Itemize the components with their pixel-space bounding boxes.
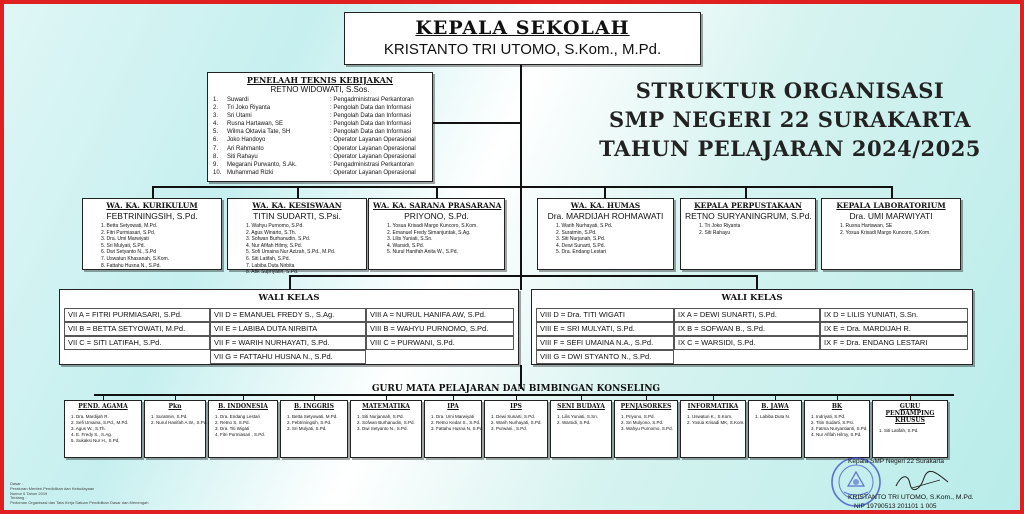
homeroom-cell: VIII G = DWI STYANTO N., S.Pd. xyxy=(536,350,674,364)
drop-subject xyxy=(646,394,647,400)
signature-nip: NIP 19790513 201101 1 005 xyxy=(854,503,937,510)
subject-teacher: 3. Dwi Setyanto N., S.Pd. xyxy=(357,426,408,431)
subject-teacher: 1. Lilis Yuniati, S.Sn. xyxy=(557,414,598,419)
subject-box xyxy=(804,400,870,458)
lab-head-title: KEPALA LABORATORIUM xyxy=(836,201,946,210)
subject-teacher: 1. Suratmin, S.Pd. xyxy=(151,414,188,419)
penelaah-staff-list xyxy=(213,96,427,177)
list-item: 8. Atik Supriyatin, S.Pd. xyxy=(246,269,299,276)
subject-box xyxy=(424,400,482,458)
waka-sarana-name: PRIYONO, S.Pd. xyxy=(404,211,469,221)
connector-penelaah xyxy=(433,122,521,124)
subject-teacher: 1. Dra. Endang Lestari xyxy=(215,414,261,419)
legal-basis-line: Pedoman Organisasi dan Tata Kerja Satuan Pendidikan Dasar dan Menengah xyxy=(10,500,149,506)
staff-name: Suwardi xyxy=(227,97,249,103)
list-item: 3. Lilis Yuniati, S.Sn. xyxy=(387,236,433,243)
subject-teacher: 3. Purwani., S.Pd. xyxy=(491,426,528,431)
drop-subject xyxy=(243,394,244,400)
waka-kurikulum-name: FEBTRININGSIH, S.Pd. xyxy=(106,211,198,221)
subject-teacher: 2. Yosua Krisadi MK, S.Kom. xyxy=(687,420,745,425)
subject-box xyxy=(350,400,422,458)
subject-teacher: 1. Siti Nurjannah, S.Pd. xyxy=(357,414,404,419)
staff-number: 3. xyxy=(213,113,219,120)
penelaah-title: PENELAAH TEKNIS KEBIJAKAN xyxy=(246,75,394,85)
library-head-box xyxy=(680,198,816,270)
drop-subject xyxy=(175,394,176,400)
list-item: 1. Yosua Krisadi Margo Kuncoro, S.Kom. xyxy=(387,223,478,229)
homeroom-cell: VII F = WARIH NURHAYATI, S.Pd. xyxy=(210,336,366,350)
homeroom-cell: VIII A = NURUL HANIFA AW, S.Pd. xyxy=(366,308,514,322)
staff-name: Tri Joko Riyanta xyxy=(227,105,271,112)
drop-laboratorium xyxy=(891,186,893,198)
subject-teacher: 3. Sri Mulyati, S.Pd. xyxy=(287,426,327,431)
subject-box xyxy=(144,400,206,458)
staff-role: : Pengadministrasi Perkantoran xyxy=(330,97,414,103)
drop-kurikulum xyxy=(152,186,154,198)
drop-perpustakaan xyxy=(745,186,747,198)
subject-title: SENI BUDAYA xyxy=(557,403,605,410)
subject-teacher: 1. Dra. Umi Marwiyati xyxy=(431,414,475,419)
subject-box xyxy=(680,400,746,458)
drop-wali-left xyxy=(289,275,291,289)
list-item: 5. Sri Mulyati, S.Pd. xyxy=(101,242,145,249)
staff-number: 6. xyxy=(213,137,219,144)
homeroom-cell: IX F = Dra. ENDANG LESTARI xyxy=(820,336,968,350)
list-item: 5. Sofi Umaina Nur Azizah, S.Pd., M.Pd. xyxy=(246,249,336,256)
library-head-name: RETNO SURYANINGRUM, S.Pd. xyxy=(685,211,812,221)
drop-subject xyxy=(775,394,776,400)
homeroom-title-left: WALI KELAS xyxy=(258,293,320,303)
list-item: 3. Dra. Umi Marwiyati xyxy=(101,236,149,243)
subject-title: PEND. AGAMA xyxy=(78,403,128,410)
subject-teacher: 2. Warih Nurhayati, S.Pd. xyxy=(491,420,542,425)
subject-box xyxy=(748,400,802,458)
signature-scribble-icon xyxy=(892,470,952,492)
subject-teacher-list xyxy=(554,414,608,426)
staff-role: : Operator Layanan Operasional xyxy=(330,137,416,144)
lab-head-name: Dra. UMI MARWIYATI xyxy=(849,211,933,221)
drop-subject xyxy=(386,394,387,400)
list-item: 1. Tri Joko Riyanta xyxy=(699,223,741,229)
subject-teacher-list xyxy=(68,414,138,444)
drop-subject xyxy=(713,394,714,400)
staff-name: Ari Rahmanto xyxy=(227,145,264,152)
staff-name: Sri Utami xyxy=(227,113,252,120)
list-item: 4. Nur Afifah Hilmy, S.Pd. xyxy=(246,242,303,249)
list-item: 5. Nurul Hanifah Anita W., S.Pd. xyxy=(387,249,458,256)
penelaah-staff-row xyxy=(213,120,427,128)
subject-teacher-list xyxy=(618,414,674,432)
subject-title: IPA xyxy=(447,403,459,410)
subject-teacher-list xyxy=(488,414,544,432)
subject-teacher: 1. Priyono, S.Pd. xyxy=(621,414,655,419)
subject-teacher: 2. Titin Sudarti, S.Psi. xyxy=(811,420,855,425)
staff-role: : Operator Layanan Operasional xyxy=(330,153,416,160)
drop-humas xyxy=(604,186,606,198)
signature-role: Kepala SMP Negeri 22 Surakarta xyxy=(848,458,944,465)
subject-teacher: 2. Warsidi, S.Pd. xyxy=(557,420,591,425)
legal-basis-line: Dasar : xyxy=(10,481,23,486)
staff-role: : Operator Layanan Operasional xyxy=(330,169,416,176)
list-item: 2. Siti Rahayu xyxy=(699,229,731,236)
waka-kesiswaan-name: TITIN SUDARTI, S.Psi. xyxy=(253,211,341,221)
waka-kurikulum-title: WA. KA. KURIKULUM xyxy=(106,201,198,210)
subject-teacher: 3. Dra. Titi Wigati xyxy=(215,426,250,431)
list-item: 5. Dra. Endang Lestari xyxy=(556,249,607,256)
poster-title xyxy=(570,76,1010,163)
subject-teacher: 2. Retno Kedar S., S.Pd. xyxy=(431,420,481,425)
drop-wali-right xyxy=(756,275,758,289)
subject-title: Pkn xyxy=(168,403,182,410)
subject-teacher: 2. Sri Mulyono, S.Pd. xyxy=(621,420,664,425)
list-item: 8. Fattahu Husna N., S.Pd. xyxy=(101,262,161,269)
list-item: 7. Uswatun Khasanah, S.Kom. xyxy=(101,255,170,262)
penelaah-name: RETNO WIDOWATI, S.Sos. xyxy=(270,85,370,94)
legal-basis-line: Nomor 6 Tahun 2019 xyxy=(10,490,48,496)
subject-teacher: 4. E. Fredy S., S.Ag. xyxy=(71,432,113,437)
lab-head-list xyxy=(826,223,956,236)
poster-title-line3: TAHUN PELAJARAN 2024/2025 xyxy=(599,136,981,161)
poster-title-line2: SMP NEGERI 22 SURAKARTA xyxy=(608,107,972,132)
staff-name: Megarani Purwanto, S.Ak. xyxy=(227,161,297,168)
subject-teacher: 1. Uswatun K., S.Kom. xyxy=(687,414,733,419)
subject-title: B. INGGRIS xyxy=(294,403,334,410)
list-item: 2. Suratmin, S.Pd. xyxy=(556,229,597,236)
penelaah-box xyxy=(207,72,433,182)
subject-teacher: 1. Dewi Sunarti, S.Pd. xyxy=(491,414,536,419)
list-item: 2. Yosua Krisadi Margo Kuncoro, S.Kom. xyxy=(840,229,931,236)
subject-title: B. INDONESIA xyxy=(218,403,268,410)
legal-basis-line: Tentang : xyxy=(10,495,27,501)
penelaah-staff-row xyxy=(213,169,427,177)
subject-teacher-list xyxy=(354,414,418,432)
staff-number: 2. xyxy=(213,105,219,112)
subject-teacher: 2. Sofwan Burhanudin, S.Pd. xyxy=(357,420,415,425)
penelaah-staff-row xyxy=(213,161,427,169)
list-item: 6. Siti Latifah, S.Pd. xyxy=(246,255,290,262)
drop-subject xyxy=(516,394,517,400)
homeroom-title-right: WALI KELAS xyxy=(721,293,783,303)
homeroom-cell: VIII E = SRI MULYATI, S.Pd. xyxy=(536,322,674,336)
penelaah-staff-row xyxy=(213,96,427,104)
subject-teacher-list xyxy=(212,414,274,438)
drop-subject xyxy=(314,394,315,400)
connector-left-wakas xyxy=(152,186,521,188)
penelaah-staff-row xyxy=(213,128,427,136)
subject-teacher: 2. Sefi Umaina, S.Pd., M.Pd. xyxy=(71,420,129,425)
subject-title: PENJASORKES xyxy=(620,403,672,410)
subject-box xyxy=(64,400,142,458)
homeroom-cell: IX A = DEWI SUNARTI, S.Pd. xyxy=(674,308,820,322)
list-item: 4. Warsidi, S.Pd. xyxy=(387,242,425,249)
homeroom-cell: VII D = EMANUEL FREDY S., S.Ag. xyxy=(210,308,366,322)
staff-name: Siti Rahayu xyxy=(227,153,258,160)
drop-subject xyxy=(453,394,454,400)
waka-kesiswaan-list xyxy=(232,223,362,276)
list-item: 2. Fitri Purmiasari, S.Pd. xyxy=(101,229,156,236)
homeroom-cell: VII G = FATTAHU HUSNA N., S.Pd. xyxy=(210,350,366,364)
list-item: 3. Siti Nurjanah, S.Pd. xyxy=(556,236,606,243)
list-item: 1. Rusna Hartawan, SE xyxy=(840,223,893,229)
drop-subject xyxy=(103,394,104,400)
subject-teacher-list xyxy=(808,414,866,438)
waka-humas-title: WA. KA. HUMAS xyxy=(570,201,641,210)
staff-role: : Operator Layanan Operasional xyxy=(330,145,416,152)
subject-teacher-list xyxy=(684,414,745,426)
list-item: 4. Dewi Sunarti, S.Pd. xyxy=(556,242,605,249)
subject-teacher: 3. Agus W., S.Th. xyxy=(71,426,106,431)
subject-title: IPS xyxy=(510,403,522,410)
library-head-list xyxy=(685,223,811,236)
homeroom-cell: VII C = SITI LATIFAH, S.Pd. xyxy=(64,336,210,350)
subject-teacher: 4. Fitri Purmiasari , S.Pd. xyxy=(215,432,266,437)
drop-subject xyxy=(837,394,838,400)
list-item: 3. Sofwan Burhanudin, S.Pd. xyxy=(246,236,311,243)
penelaah-staff-row xyxy=(213,136,427,144)
principal-box xyxy=(344,12,701,65)
staff-role: : Pengolah Data dan Informasi xyxy=(330,129,412,136)
waka-sarana-box xyxy=(368,198,505,270)
subject-box xyxy=(208,400,278,458)
homeroom-cell: IX D = LILIS YUNIATI, S.Sn. xyxy=(820,308,968,322)
homeroom-cell: VIII C = PURWANI, S.Pd. xyxy=(366,336,514,350)
connector-guru xyxy=(94,394,954,396)
subject-title: BK xyxy=(831,403,843,410)
staff-number: 7. xyxy=(213,145,219,152)
principal-name: KRISTANTO TRI UTOMO, S.Kom., M.Pd. xyxy=(383,41,662,58)
staff-name: Joko Handoyo xyxy=(227,137,266,144)
homeroom-cell: IX C = WARSIDI, S.Pd. xyxy=(674,336,820,350)
penelaah-staff-row xyxy=(213,104,427,112)
subject-teacher-list xyxy=(428,414,484,432)
list-item: 1. Wahyu Purnomo, S.Pd. xyxy=(246,223,304,229)
legal-basis-line: Peraturan Menteri Pendidikan dan Kebudayaan xyxy=(10,485,95,491)
list-item: 7. Labiba Duta Nirbita xyxy=(246,262,295,269)
subject-box xyxy=(484,400,548,458)
poster-title-line1: STRUKTUR ORGANISASI xyxy=(635,78,945,103)
waka-humas-list xyxy=(542,223,669,256)
list-item: 1. Warih Nurhayati, S.Pd. xyxy=(556,223,613,229)
homeroom-cell: VIII B = WAHYU PURNOMO, S.Pd. xyxy=(366,322,514,336)
subject-teacher: 1. Labiba Duta N. xyxy=(755,414,791,419)
homeroom-box-left xyxy=(59,289,519,365)
waka-sarana-list xyxy=(373,223,500,256)
waka-humas-name: Dra. MARDIJAH ROHMAWATI xyxy=(547,211,664,221)
subject-teacher-list xyxy=(876,428,944,434)
library-head-title: KEPALA PERPUSTAKAAN xyxy=(694,201,802,210)
homeroom-cell: VIII D = Dra. TITI WIGATI xyxy=(536,308,674,322)
subject-teacher: 2. Retno S, S.Pd. xyxy=(215,420,250,425)
staff-number: 5. xyxy=(213,129,219,136)
subject-teacher: 2. Nurul Hanifah A.W., S.Pd. xyxy=(151,420,208,425)
lab-head-box xyxy=(821,198,961,270)
staff-role: : Pengolah Data dan Informasi xyxy=(330,113,412,120)
connector-head-vertical xyxy=(520,65,522,290)
list-item: 1. Betta Setyowati, M.Pd. xyxy=(101,223,158,229)
staff-role: : Pengadministrasi Perkantoran xyxy=(330,161,414,168)
subject-box xyxy=(614,400,678,458)
subject-teacher: 1. Indriyati, S.Pd. xyxy=(811,414,846,419)
subject-box xyxy=(550,400,612,458)
subject-box xyxy=(872,400,948,458)
staff-name: Muhammad Rizki xyxy=(227,169,274,176)
homeroom-cell: VII E = LABIBA DUTA NIRBITA xyxy=(210,322,366,336)
staff-number: 8. xyxy=(213,153,219,160)
drop-subject xyxy=(910,394,911,400)
subject-teacher: 3. Fatma Nuryantianti, S.Pd. xyxy=(811,426,868,431)
connector-right-wakas xyxy=(520,186,892,188)
subject-teacher: 1. Dra. Mardijah R. xyxy=(71,414,109,419)
waka-kurikulum-box xyxy=(82,198,222,270)
subject-box xyxy=(280,400,348,458)
staff-number: 10. xyxy=(213,169,222,176)
drop-sarana xyxy=(436,186,438,198)
penelaah-staff-row xyxy=(213,112,427,120)
subject-teacher: 4. Nur Afifah Hilmy, S.Pd. xyxy=(811,432,862,437)
subject-title: MATEMATIKA xyxy=(362,403,410,410)
waka-humas-box xyxy=(537,198,674,270)
staff-name: Rusna Hartawan, SE xyxy=(227,121,284,128)
homeroom-cell: IX B = SOFWAN B., S.Pd. xyxy=(674,322,820,336)
subject-title: B. JAWA xyxy=(761,403,789,410)
staff-number: 9. xyxy=(213,161,219,168)
penelaah-staff-row xyxy=(213,145,427,153)
subject-teacher-list xyxy=(284,414,344,432)
subject-teacher: 2. Febtriningsih, S.Pd. xyxy=(287,420,332,425)
waka-kesiswaan-box xyxy=(227,198,367,276)
signature-name: KRISTANTO TRI UTOMO, S.Kom., M.Pd. xyxy=(848,494,974,501)
list-item: 6. Dwi Setyanto N., S.Pd xyxy=(101,249,157,256)
staff-role: : Pengolah Data dan Informasi xyxy=(330,105,412,112)
staff-name: Wilma Oktavia Tate, SH xyxy=(227,129,291,136)
subject-teacher: 3. Wahyu Purnomo, S.Pd. xyxy=(621,426,673,431)
waka-kurikulum-list xyxy=(87,223,217,269)
homeroom-cell: VIII F = SEFI UMAINA N.A., S.Pd. xyxy=(536,336,674,350)
staff-number: 4. xyxy=(213,121,219,128)
subject-teacher-list xyxy=(752,414,798,420)
legal-basis xyxy=(10,482,148,506)
subject-teacher: 1. Siti Latifah, S.Pd. xyxy=(879,428,919,433)
list-item: 2. Emanuel Fredy Simanjuntak, S.Ag. xyxy=(387,229,471,236)
homeroom-cell: VII B = BETTA SETYOWATI, M.Pd. xyxy=(64,322,210,336)
homeroom-cell: VII A = FITRI PURMIASARI, S.Pd. xyxy=(64,308,210,322)
subject-title: GURU PENDAMPING KHUSUS xyxy=(885,403,935,424)
drop-kesiswaan xyxy=(297,186,299,198)
homeroom-box-right xyxy=(531,289,973,365)
teachers-section-title: GURU MATA PELAJARAN DAN BIMBINGAN KONSELING xyxy=(371,384,661,394)
staff-number: 1. xyxy=(213,97,219,103)
staff-role: : Pengolah Data dan Informasi xyxy=(330,121,412,128)
subject-teacher: 3. Fattahu Husna N, S.Pd. xyxy=(431,426,484,431)
subject-teacher-list xyxy=(148,414,208,426)
drop-subject xyxy=(581,394,582,400)
principal-title: KEPALA SEKOLAH xyxy=(415,17,630,39)
waka-kesiswaan-title: WA. KA. KESISWAAN xyxy=(252,201,342,210)
penelaah-staff-row xyxy=(213,153,427,161)
subject-teacher: 5. Sukaksi Nur H., S.Pd. xyxy=(71,438,120,443)
list-item: 2. Agus Winarto, S.Th. xyxy=(246,229,297,236)
subject-teacher: 1. Betta Setyowati, M.Pd. xyxy=(287,414,338,419)
homeroom-cell: IX E = Dra. MARDIJAH R. xyxy=(820,322,968,336)
subject-title: INFORMATIKA xyxy=(687,403,739,410)
waka-sarana-title: WA. KA. SARANA PRASARANA xyxy=(373,201,502,210)
